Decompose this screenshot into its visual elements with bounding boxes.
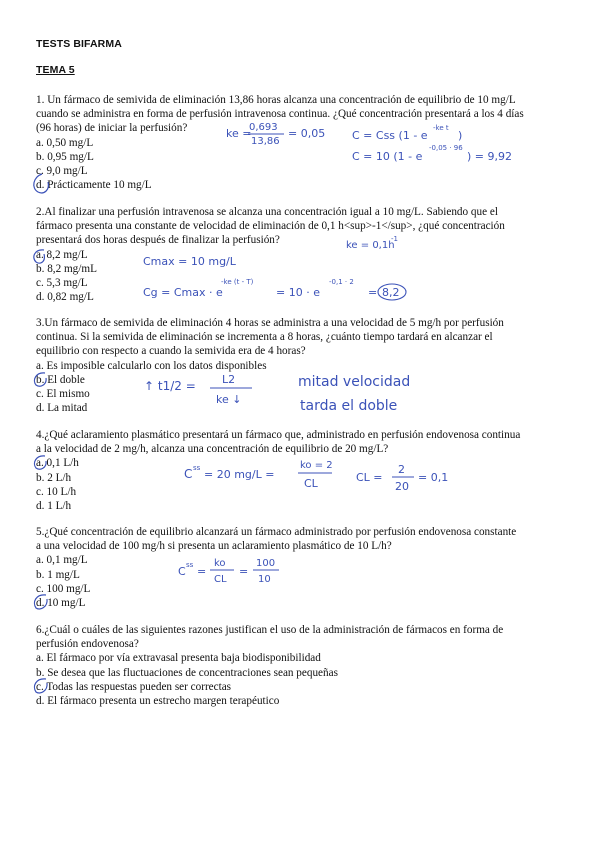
answer-option-d[interactable]: d. 10 mg/L (36, 597, 86, 610)
hw-q2-cmax: Cmax = 10 mg/L (143, 255, 236, 268)
hw-q1-ke-lhs: ke = (226, 127, 252, 140)
hw-q3-formula-den: ke ↓ (216, 393, 242, 406)
answer-option-a[interactable]: a. 0,50 mg/L (36, 136, 94, 149)
hw-q5-css-sup: ss (186, 561, 194, 569)
hw-q4-cl-num: 2 (398, 463, 405, 476)
question-4 (36, 428, 566, 513)
question-text-line: continua. Si la semivida de eliminación se incrementa a 8 horas, ¿cuánto tiempo tardará en alcanzar el (36, 331, 493, 344)
hw-q4-css-eq: = 20 mg/L = (204, 468, 275, 481)
hw-q1-formula: C = Css (1 - e (352, 129, 428, 142)
hw-q3-note1: mitad velocidad (298, 374, 411, 390)
hw-q1-calc-exp: -0,05 · 96 (429, 144, 463, 152)
answer-option-c[interactable]: c. 9,0 mg/L (36, 165, 88, 178)
question-text-line: 2.Al finalizar una perfusión intravenosa se alcanza una concentración igual a 10 mg/L. Sabiendo que el (36, 206, 498, 218)
hw-q4-cl-den: 20 (395, 480, 409, 493)
answer-option-a[interactable]: a. Es imposible calcularlo con los datos disponibles (36, 359, 267, 372)
hw-q4-frac-den: CL (304, 477, 318, 490)
question-text-line: a una velocidad de 100 mg/h si presenta un aclaramiento plasmático de 10 L/h? (36, 540, 392, 553)
hw-q4-css-sup: ss (193, 464, 201, 472)
question-text-line: equilibrio con respecto a cuando la semivida era de 4 horas? (36, 345, 306, 358)
question-2 (36, 205, 566, 304)
hw-q1-ke-den: 13,86 (251, 136, 280, 147)
answer-option-c[interactable]: c. 100 mg/L (36, 582, 91, 595)
hw-q2-eq: = 10 · e (276, 286, 320, 299)
question-text-line: presentará dos horas después de finalizar la perfusión? (36, 234, 280, 247)
hw-q1-formula-exp: -ke t (433, 124, 449, 132)
hw-q5-val-den: 10 (258, 574, 271, 585)
hw-q2-ke: ke = 0,1h (346, 240, 395, 251)
hw-q1-calc: C = 10 (1 - e (352, 150, 423, 163)
answer-option-b[interactable]: b. El doble (36, 373, 85, 386)
hw-q1-ke-res: = 0,05 (288, 127, 326, 140)
hw-q2-formula: Cg = Cmax · e (143, 286, 223, 299)
question-text-line: 3.Un fármaco de semivida de eliminación 4 horas se administra a una velocidad de 5 mg/h por perfusión (36, 317, 504, 329)
answer-option-a[interactable]: a. El fármaco por vía extravasal presenta baja biodisponibilidad (36, 652, 321, 665)
question-text-line: perfusión endovenosa? (36, 638, 139, 651)
hw-q4-cl-res: = 0,1 (418, 471, 449, 484)
hw-q5-css: C (178, 565, 186, 578)
question-text-line: 5.¿Qué concentración de equilibrio alcanzará un fármaco administrado por perfusión endovenosa constante (36, 526, 517, 538)
answer-option-a[interactable]: a. 8,2 mg/L (36, 248, 88, 261)
answer-option-d[interactable]: d. El fármaco presenta un estrecho margen terapéutico (36, 695, 280, 708)
section-title: TEMA 5 (36, 64, 75, 76)
hw-q5-frac-den: CL (214, 574, 227, 585)
question-text-line: 4.¿Qué aclaramiento plasmático presentará un fármaco que, administrado en perfusión endovenosa continua (36, 429, 521, 441)
answer-option-a[interactable]: a. 0,1 L/h (36, 457, 79, 470)
answer-option-d[interactable]: d. La mitad (36, 402, 88, 415)
answer-option-d[interactable]: d. 0,82 mg/L (36, 291, 94, 304)
question-text-line: fármaco presenta una constante de velocidad de eliminación de 0,1 h<sup>-1</sup>, ¿qué concentración (36, 220, 505, 233)
hw-q3-note2: tarda el doble (300, 398, 398, 414)
answer-option-d[interactable]: d. 1 L/h (36, 500, 72, 513)
hw-q1-ke-num: 0,693 (249, 122, 278, 133)
hw-q4-css: C (184, 467, 193, 481)
answer-option-b[interactable]: b. Se desea que las fluctuaciones de concentraciones sean pequeñas (36, 666, 338, 679)
answer-option-c[interactable]: c. 5,3 mg/L (36, 277, 88, 290)
answer-option-b[interactable]: b. 8,2 mg/mL (36, 262, 97, 275)
hw-q3-formula-lhs: ↑ t1/2 = (144, 379, 196, 393)
hw-q2-formula-exp: -ke (t - T) (221, 278, 254, 286)
hw-q5-frac-num: ko (214, 558, 226, 569)
hw-q2-ke-exp: -1 (391, 235, 398, 243)
question-text-line: (96 horas) de iniciar la perfusión? (36, 122, 188, 135)
hw-q2-result: 8,2 (382, 286, 400, 299)
answer-option-b[interactable]: b. 0,95 mg/L (36, 150, 94, 163)
hw-q2-eq2: = (368, 286, 378, 299)
answer-option-d[interactable]: d. Prácticamente 10 mg/L (36, 179, 152, 192)
question-6 (36, 623, 566, 708)
answer-option-b[interactable]: b. 1 mg/L (36, 568, 80, 581)
question-text-line: a la velocidad de 2 mg/h, alcanza una concentración de equilibrio de 20 mg/L? (36, 443, 389, 456)
question-5 (36, 525, 566, 610)
hw-q3-formula-num: L2 (222, 373, 236, 386)
hw-q5-eq2: = (239, 565, 249, 578)
answer-option-b[interactable]: b. 2 L/h (36, 471, 72, 484)
question-1 (36, 93, 566, 192)
answer-option-a[interactable]: a. 0,1 mg/L (36, 554, 88, 567)
question-3 (36, 316, 566, 415)
hw-q4-cl: CL = (356, 471, 383, 484)
question-text-line: 6.¿Cuál o cuáles de las siguientes razones justifican el uso de la administración de fármacos en forma de (36, 624, 504, 636)
question-text-line: 1. Un fármaco de semivida de eliminación 13,86 horas alcanza una concentración de equilibrio de 10 mg/L (36, 94, 516, 106)
answer-option-c[interactable]: c. 10 L/h (36, 485, 77, 498)
hw-q2-eq-exp: -0,1 · 2 (329, 278, 354, 286)
answer-option-c[interactable]: c. El mismo (36, 388, 90, 401)
hw-q5-eq: = (197, 565, 207, 578)
hw-q1-formula-end: ) (458, 129, 463, 142)
hw-q1-calc-end: ) = 9,92 (467, 150, 512, 163)
answer-option-c[interactable]: c. Todas las respuestas pueden ser correctas (36, 680, 232, 693)
hw-q4-frac-num: ko = 2 (300, 460, 333, 471)
hw-q5-val-num: 100 (256, 558, 276, 569)
question-text-line: cuando se administra en forma de perfusión intravenosa continua. ¿Qué concentración presentará a los 4 días (36, 108, 524, 121)
document-title: TESTS BIFARMA (36, 38, 122, 50)
